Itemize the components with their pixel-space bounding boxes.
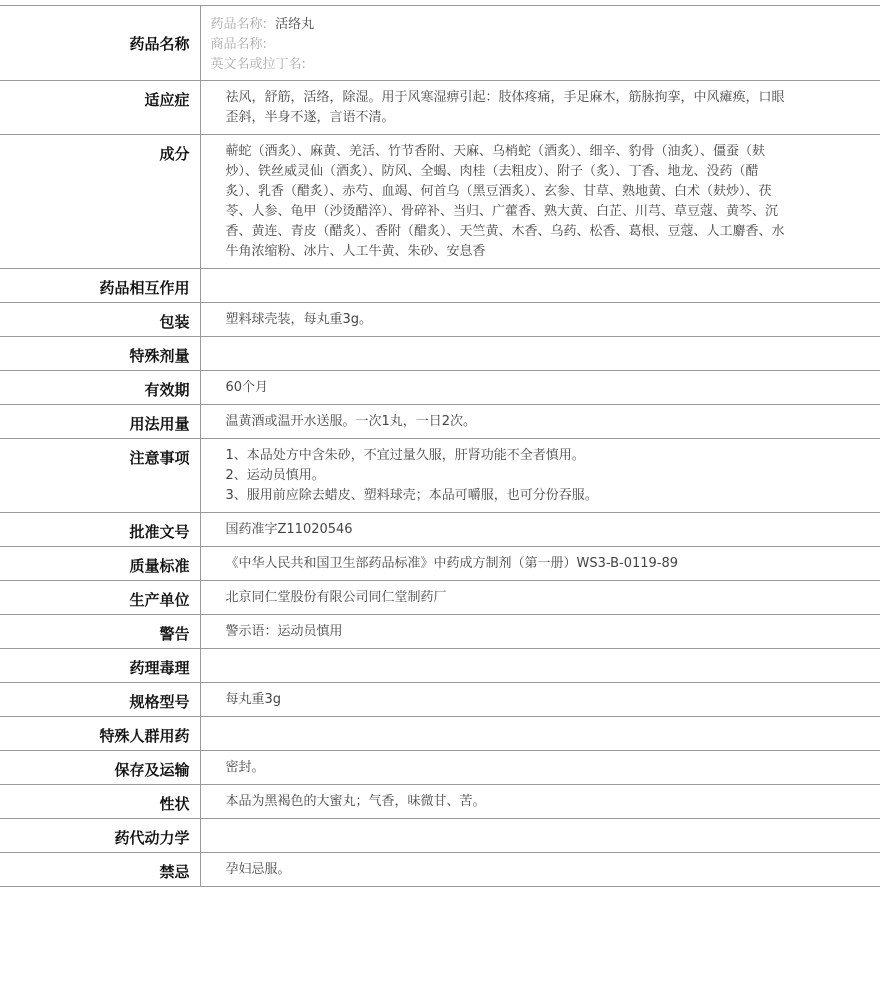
row-specification [0, 683, 880, 717]
row-value: 60个月 [200, 371, 880, 405]
row-value: 国药准字Z11020546 [200, 513, 880, 547]
row-special-populations [0, 717, 880, 751]
row-label: 包装 [0, 303, 200, 337]
row-value [200, 337, 880, 371]
precaution-item: 1、本品处方中含朱砂，不宜过量久服，肝肾功能不全者慎用。 [225, 448, 585, 463]
row-shelf-life [0, 371, 880, 405]
drug-name-block [200, 6, 880, 81]
row-label: 禁忌 [0, 853, 200, 887]
row-value: 本品为黑褐色的大蜜丸；气香，味微甘、苦。 [200, 785, 880, 819]
row-value [200, 269, 880, 303]
row-value: 孕妇忌服。 [200, 853, 880, 887]
row-special-dosage [0, 337, 880, 371]
precaution-item: 2、运动员慎用。 [225, 468, 325, 483]
row-pharmacology [0, 649, 880, 683]
row-value [200, 439, 880, 513]
row-quality-standard [0, 547, 880, 581]
row-value: 《中华人民共和国卫生部药品标准》中药成方制剂（第一册）WS3-B-0119-89 [200, 547, 880, 581]
row-label: 规格型号 [0, 683, 200, 717]
row-value: 北京同仁堂股份有限公司同仁堂制药厂 [200, 581, 880, 615]
row-ingredients [0, 135, 880, 269]
precaution-item: 3、服用前应除去蜡皮、塑料球壳；本品可嚼服，也可分份吞服。 [225, 488, 598, 503]
row-label: 警告 [0, 615, 200, 649]
row-label: 药代动力学 [0, 819, 200, 853]
row-usage [0, 405, 880, 439]
row-value [200, 649, 880, 683]
row-approval-number [0, 513, 880, 547]
english-name-label: 英文名或拉丁名: [210, 57, 306, 72]
row-label: 质量标准 [0, 547, 200, 581]
row-warning [0, 615, 880, 649]
row-label: 特殊人群用药 [0, 717, 200, 751]
row-label: 保存及运输 [0, 751, 200, 785]
row-value: 祛风，舒筋，活络，除湿。用于风寒湿痹引起：肢体疼痛，手足麻木，筋脉拘挛，中风瘫痪，口眼歪斜，半身不遂，言语不清。 [200, 81, 880, 135]
row-value: 警示语：运动员慎用 [200, 615, 880, 649]
row-label: 药理毒理 [0, 649, 200, 683]
row-value: 密封。 [200, 751, 880, 785]
row-label: 生产单位 [0, 581, 200, 615]
row-indications [0, 81, 880, 135]
row-label: 有效期 [0, 371, 200, 405]
row-storage [0, 751, 880, 785]
row-value: 蕲蛇（酒炙）、麻黄、羌活、竹节香附、天麻、乌梢蛇（酒炙）、细辛、豹骨（油炙）、僵蚕（麸炒）、铁丝威灵仙（酒炙）、防风、全蝎、肉桂（去粗皮）、附子（炙）、丁香、地龙、没药（醋炙）、乳香（醋炙）、赤芍、血竭、何首乌（黑豆酒炙）、玄参、甘草、熟地黄、白术（麸炒）、茯苓、人参、龟甲（沙烫醋淬）、骨碎补、当归、广藿香、熟大黄、白芷、川芎、草豆蔻、黄芩、沉香、黄连、青皮（醋炙）、香附（醋炙）、天竺黄、木香、乌药、松香、葛根、豆蔻、人工麝香、水牛角浓缩粉、冰片、人工牛黄、朱砂、安息香 [200, 135, 880, 269]
row-manufacturer [0, 581, 880, 615]
row-label: 适应症 [0, 81, 200, 135]
row-value: 每丸重3g [200, 683, 880, 717]
drug-name-value: 活络丸 [275, 17, 315, 32]
row-label: 批准文号 [0, 513, 200, 547]
row-label: 成分 [0, 135, 200, 269]
row-value [200, 717, 880, 751]
row-packaging [0, 303, 880, 337]
trade-name-label: 商品名称: [210, 37, 267, 52]
row-label: 药品相互作用 [0, 269, 200, 303]
row-interactions [0, 269, 880, 303]
row-label: 药品名称 [0, 6, 200, 81]
row-contraindications [0, 853, 880, 887]
row-label: 特殊剂量 [0, 337, 200, 371]
drug-name-line [211, 15, 786, 35]
drug-spec-table [0, 5, 880, 887]
row-label: 注意事项 [0, 439, 200, 513]
row-value: 温黄酒或温开水送服。一次1丸，一日2次。 [200, 405, 880, 439]
row-value: 塑料球壳装，每丸重3g。 [200, 303, 880, 337]
row-drug-name [0, 6, 880, 81]
drug-name-label: 药品名称: [210, 17, 267, 32]
row-label: 用法用量 [0, 405, 200, 439]
row-label: 性状 [0, 785, 200, 819]
row-pharmacokinetics [0, 819, 880, 853]
row-value [200, 819, 880, 853]
row-precautions [0, 439, 880, 513]
row-description [0, 785, 880, 819]
